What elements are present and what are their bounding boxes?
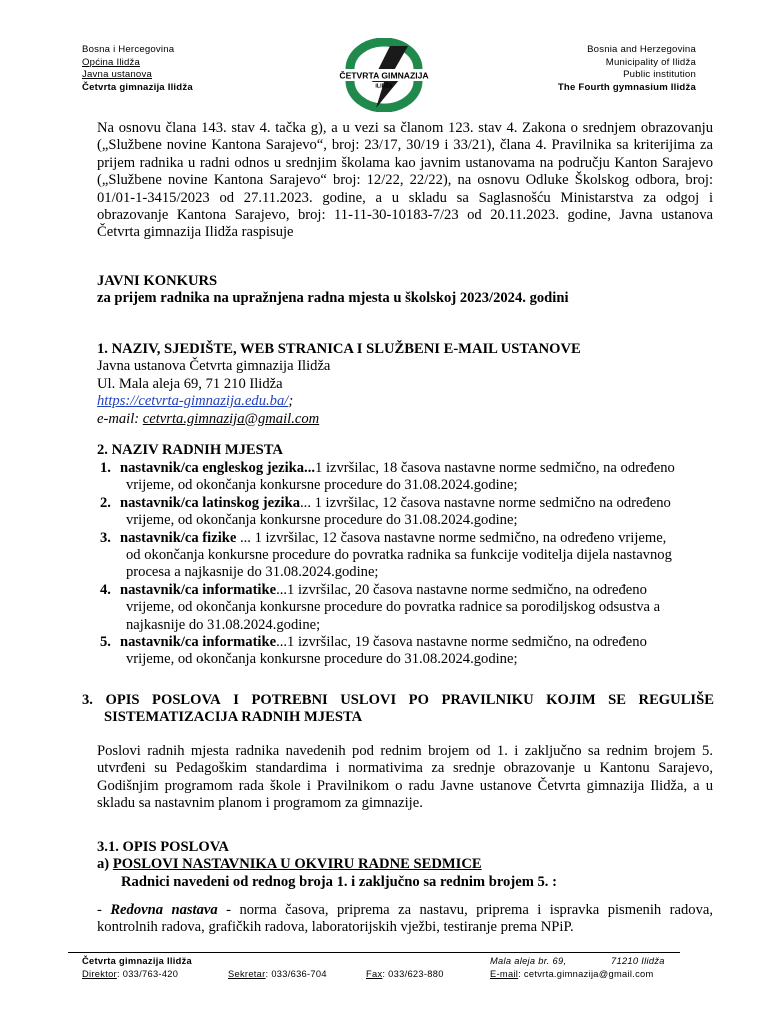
footer-rule (68, 952, 680, 953)
job-title: nastavnik/ca engleskog jezika... (120, 460, 315, 476)
letterhead-institution-type-en: Public institution (623, 69, 696, 81)
section-3-word: PO (408, 692, 429, 708)
email-label: e-mail: (97, 410, 143, 427)
email-link[interactable]: cetvrta.gimnazija@gmail.com (142, 410, 320, 427)
job-title: nastavnik/ca latinskog jezika (120, 494, 301, 511)
footer-secretary-label: Sekretar (228, 969, 266, 979)
footer-fax-label: Fax (366, 969, 383, 979)
job-detail: ...1 izvršilac, 19 časova nastavne norme sedmično, na određeno (276, 634, 647, 651)
job-item (97, 460, 717, 495)
section-3-word: OPIS (105, 692, 140, 708)
section-3-word: REGULIŠE (638, 692, 714, 708)
job-item (97, 582, 717, 634)
job-number: 4. (100, 581, 111, 598)
letterhead-left (82, 44, 193, 94)
job-item (97, 634, 717, 669)
email-row (97, 411, 713, 428)
section-3-1-heading: 3.1. OPIS POSLOVA (97, 839, 229, 855)
job-detail: 1 izvršilac, 18 časova nastavne norme sedmično, na određeno (315, 460, 675, 476)
footer-zip-city: 71210 Ilidža (611, 956, 665, 966)
footer-email-value[interactable]: : cetvrta.gimnazija@gmail.com (518, 969, 654, 979)
website-link[interactable]: https://cetvrta-gimnazija.edu.ba/ (97, 393, 289, 410)
job-item (97, 530, 717, 582)
competition-title-main: JAVNI KONKURS (97, 273, 218, 289)
job-title: nastavnik/ca informatike (120, 581, 277, 598)
footer-address: Mala aleja br. 69, (490, 956, 567, 966)
footer-email-label: E-mail (490, 969, 519, 979)
letterhead-municipality: Općina Ilidža (82, 56, 141, 68)
section-3-number: 3. (82, 692, 93, 708)
competition-title (97, 273, 713, 308)
subsection-a-label: a) (97, 856, 113, 873)
job-list (97, 460, 717, 669)
letterhead-country: Bosna i Hercegovina (82, 44, 175, 55)
section-3-word: USLOVI (340, 692, 397, 708)
job-number: 3. (100, 529, 111, 546)
job-detail: ... 1 izvršilac, 12 časova nastavne norme sedmično na određeno (300, 494, 671, 511)
section-1-heading: 1. NAZIV, SJEDIŠTE, WEB STRANICA I SLUŽBENI E-MAIL USTANOVE (97, 341, 581, 357)
letterhead-school-name: Četvrta gimnazija Ilidža (82, 81, 193, 93)
job-number: 5. (100, 634, 111, 651)
website-suffix: ; (288, 393, 294, 410)
job-detail-cont: najkasnije do 31.08.2024.godine; (126, 616, 321, 633)
letterhead-school-name-en: The Fourth gymnasium Ilidža (557, 81, 696, 93)
section-3-word: I (233, 692, 239, 708)
institution-name: Javna ustanova Četvrta gimnazija Ilidža (97, 358, 331, 375)
job-detail: ... 1 izvršilac, 12 časova nastavne norme sedmično, na određeno vrijeme, (236, 529, 667, 546)
job-detail-cont: od okončanja konkursne procedure do povratka radnika sa funkcije voditelja dijela nastavnog (126, 547, 672, 564)
section-3-paragraph: Poslovi radnih mjesta radnika navedenih pod rednim brojem od 1. i zaključno sa rednim brojem 5. utvrđeni su Pedagoškim standardima i normativima za srednje obrazovanje u Kantonu Sarajevo, Godišnjim programom rada škole i Pravilnikom o radu Javne ustanove Četvrta gimnazija Ilidža, a u skladu sa nastavnim planom i programom za gimnazije. (97, 743, 713, 812)
footer-fax (366, 968, 444, 981)
competition-title-sub: za prijem radnika na upražnjena radna mjesta u školskoj 2023/2024. godini (97, 290, 569, 307)
letterhead-institution-type: Javna ustanova (82, 69, 153, 81)
job-detail: ...1 izvršilac, 20 časova nastavne norme sedmično, na određeno (276, 581, 647, 598)
letterhead-municipality-en: Municipality of Ilidža (605, 56, 696, 68)
job-number: 1. (100, 460, 111, 476)
letterhead-right (558, 44, 696, 94)
section-3-word: KOJIM (546, 692, 596, 708)
footer-director-phone: : 033/763-420 (116, 969, 179, 979)
job-detail-cont: vrijeme, od okončanja konkursne procedure do 31.08.2024.godine; (126, 512, 518, 529)
footer-secretary (228, 968, 327, 981)
section-2-heading: 2. NAZIV RADNIH MJESTA (97, 442, 283, 458)
section-3-heading (82, 692, 714, 727)
footer-secretary-phone: : 033/636-704 (265, 969, 327, 979)
job-detail-cont: vrijeme, od okončanja konkursne procedure do povratka radnice sa porodiljskog odsustva a (126, 599, 661, 616)
footer-fax-phone: : 033/623-880 (382, 969, 444, 979)
job-title: nastavnik/ca fizike (120, 529, 237, 546)
footer-email (490, 968, 654, 981)
subsection-a-heading (97, 856, 713, 873)
job-item (97, 495, 717, 530)
section-3-heading-line2: SISTEMATIZACIJA RADNIH MJESTA (104, 709, 363, 726)
job-detail-cont: vrijeme, od okončanja konkursne procedure do 31.08.2024.godine; (126, 651, 518, 668)
section-3-word: SE (608, 692, 627, 708)
institution-address: Ul. Mala aleja 69, 71 210 Ilidža (97, 375, 283, 392)
job-detail-cont: vrijeme, od okončanja konkursne procedure do 31.08.2024.godine; (126, 477, 518, 494)
section-3-word: POTREBNI (251, 692, 328, 708)
section-3-word: PRAVILNIKU (441, 692, 534, 708)
section-3-1 (97, 839, 713, 891)
section-3-word: POSLOVA (152, 692, 221, 708)
footer-director (82, 968, 178, 981)
job-number: 2. (100, 494, 111, 511)
logo-subtitle: ILIDŽA (375, 83, 393, 90)
bullet-term: Redovna nastava (110, 902, 218, 918)
footer-director-label: Direktor (82, 969, 117, 979)
section-1 (97, 341, 713, 428)
bullet-dash: - (97, 902, 111, 918)
intro-paragraph: Na osnovu člana 143. stav 4. tačka g), a u vezi sa članom 123. stav 4. Zakona o srednjem obrazovanju („Službene novine Kantona Sarajevo“, broj: 23/17, 30/19 i 33/21), člana 4. Pravilnika sa kriterijima za prijem radnika u radni odnos u srednjim školama kao javnim ustanovama na području Kanton Sarajevo („Službene novine Kantona Sarajevo“ broj: 12/22, 22/22), na osnovu Odluke Školskog odbora, broj: 01/01-1-3415/2023 od 27.11.2023. godine, a u skladu sa Saglasnošću Ministarstva za odgoj i obrazovanje Kantona Sarajevo, broj: 11-11-30-10183-7/23 od 20.11.2023. godine, Javna ustanova Četvrta gimnazija Ilidža raspisuje (97, 120, 713, 241)
logo-title: ČETVRTA GIMNAZIJA (339, 70, 429, 81)
duties-bullet (97, 902, 713, 937)
job-detail-cont: procesa a najkasnije do 31.08.2024.godine; (126, 564, 379, 581)
subsection-a-title: POSLOVI NASTAVNIKA U OKVIRU RADNE SEDMICE (112, 856, 482, 873)
letterhead-country-en: Bosnia and Herzegovina (587, 44, 696, 55)
school-logo (338, 38, 430, 112)
subsection-a-note: Radnici navedeni od rednog broja 1. i zaključno sa rednim brojem 5. : (121, 873, 557, 890)
website-row (97, 393, 713, 410)
section-3-heading-line1 (82, 692, 714, 709)
footer-school-name: Četvrta gimnazija Ilidža (82, 956, 193, 966)
job-title: nastavnik/ca informatike (120, 634, 277, 651)
bullet-text: - norma časova, priprema za nastavu, priprema i ispravka pismenih radova, kontrolnih radova, grafičkih radova, laboratorijskih vježbi, testiranje prema NPiP. (97, 902, 714, 936)
